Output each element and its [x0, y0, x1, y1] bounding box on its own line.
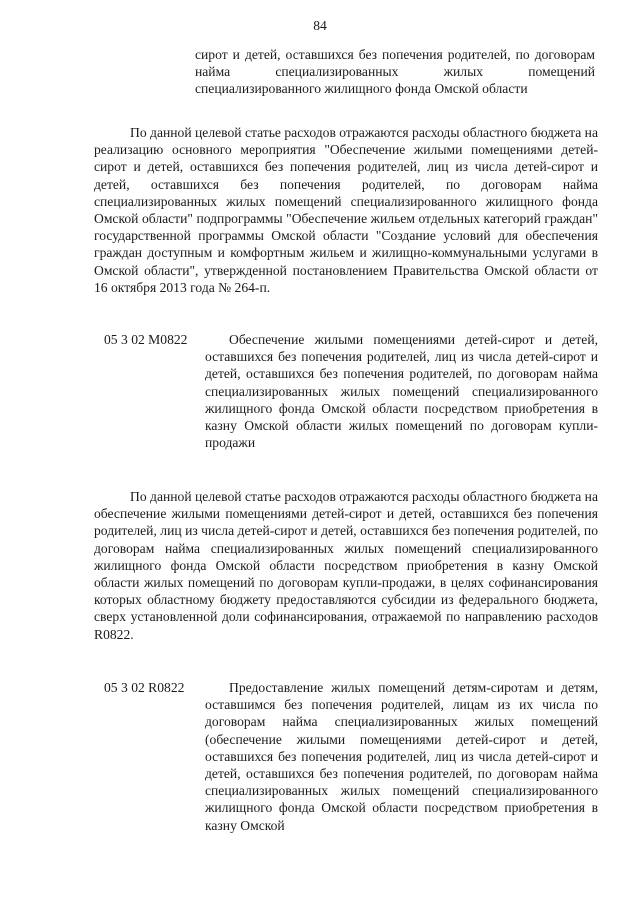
description-paragraph-1: По данной целевой статье расходов отражаются расходы областного бюджета на реализацию основного мероприятия "Обеспечение жилыми помещениями детей-сирот и детей, оставшихся без попечения родителей, лиц из числа детей-сирот и детей, оставшихся без попечения родителей, по договорам найма специализированных жилых помещений специализированного жилищного фонда Омской области" подпрограммы "Обеспечение жильем отдельных категорий граждан" государственной программы Омской области "Создание условий для обеспечения граждан доступным и комфортным жильем и жилищно-коммунальными услугами в Омской области", утвержденной постановлением Правительства Омской области от 16 октября 2013 года № 264-п. — [94, 125, 598, 295]
page-number: 84 — [313, 18, 327, 33]
budget-entry-text-1: Обеспечение жилыми помещениями детей-сирот и детей, оставшихся без попечения родителей, лиц из числа детей-сирот и детей, оставшихся без попечения родителей, по договорам найма специализированных жилых помещений специализированного жилищного фонда Омской области посредством приобретения в казну Омской области жилых помещений по договорам купли-продажи — [205, 332, 598, 451]
continued-entry-text: сирот и детей, оставшихся без попечения родителей, по договорам найма специализированных жилых помещений специализированного жилищного фонда Омской области — [195, 47, 595, 97]
description-paragraph-2: По данной целевой статье расходов отражаются расходы областного бюджета на обеспечение жилыми помещениями детей-сирот и детей, оставшихся без попечения родителей, лиц из числа детей-сирот и детей, оставшихся без попечения родителей, по договорам найма специализированных жилых помещений специализированного жилищного фонда Омской области посредством приобретения в казну Омской области жилых помещений по договорам купли-продажи, в целях софинансирования которых областному бюджету предоставляются субсидии из федерального бюджета, сверх установленной доли софинансирования, отражаемой по направлению расходов R0822. — [94, 489, 598, 642]
budget-code-2: 05 3 02 R0822 — [104, 680, 185, 695]
budget-entry-text-2: Предоставление жилых помещений детям-сиротам и детям, оставшимся без попечения родителей, лицам из их числа по договорам найма специализированных жилых помещений (обеспечение жилыми помещениями детей-сирот и детей, оставшихся без попечения родителей, лиц из числа детей-сирот и детей, оставшихся без попечения родителей, по договорам найма специализированных жилых помещений специализированного жилищного фонда Омской области посредством приобретения в казну Омской — [205, 680, 598, 833]
budget-code-1: 05 3 02 M0822 — [104, 332, 188, 347]
